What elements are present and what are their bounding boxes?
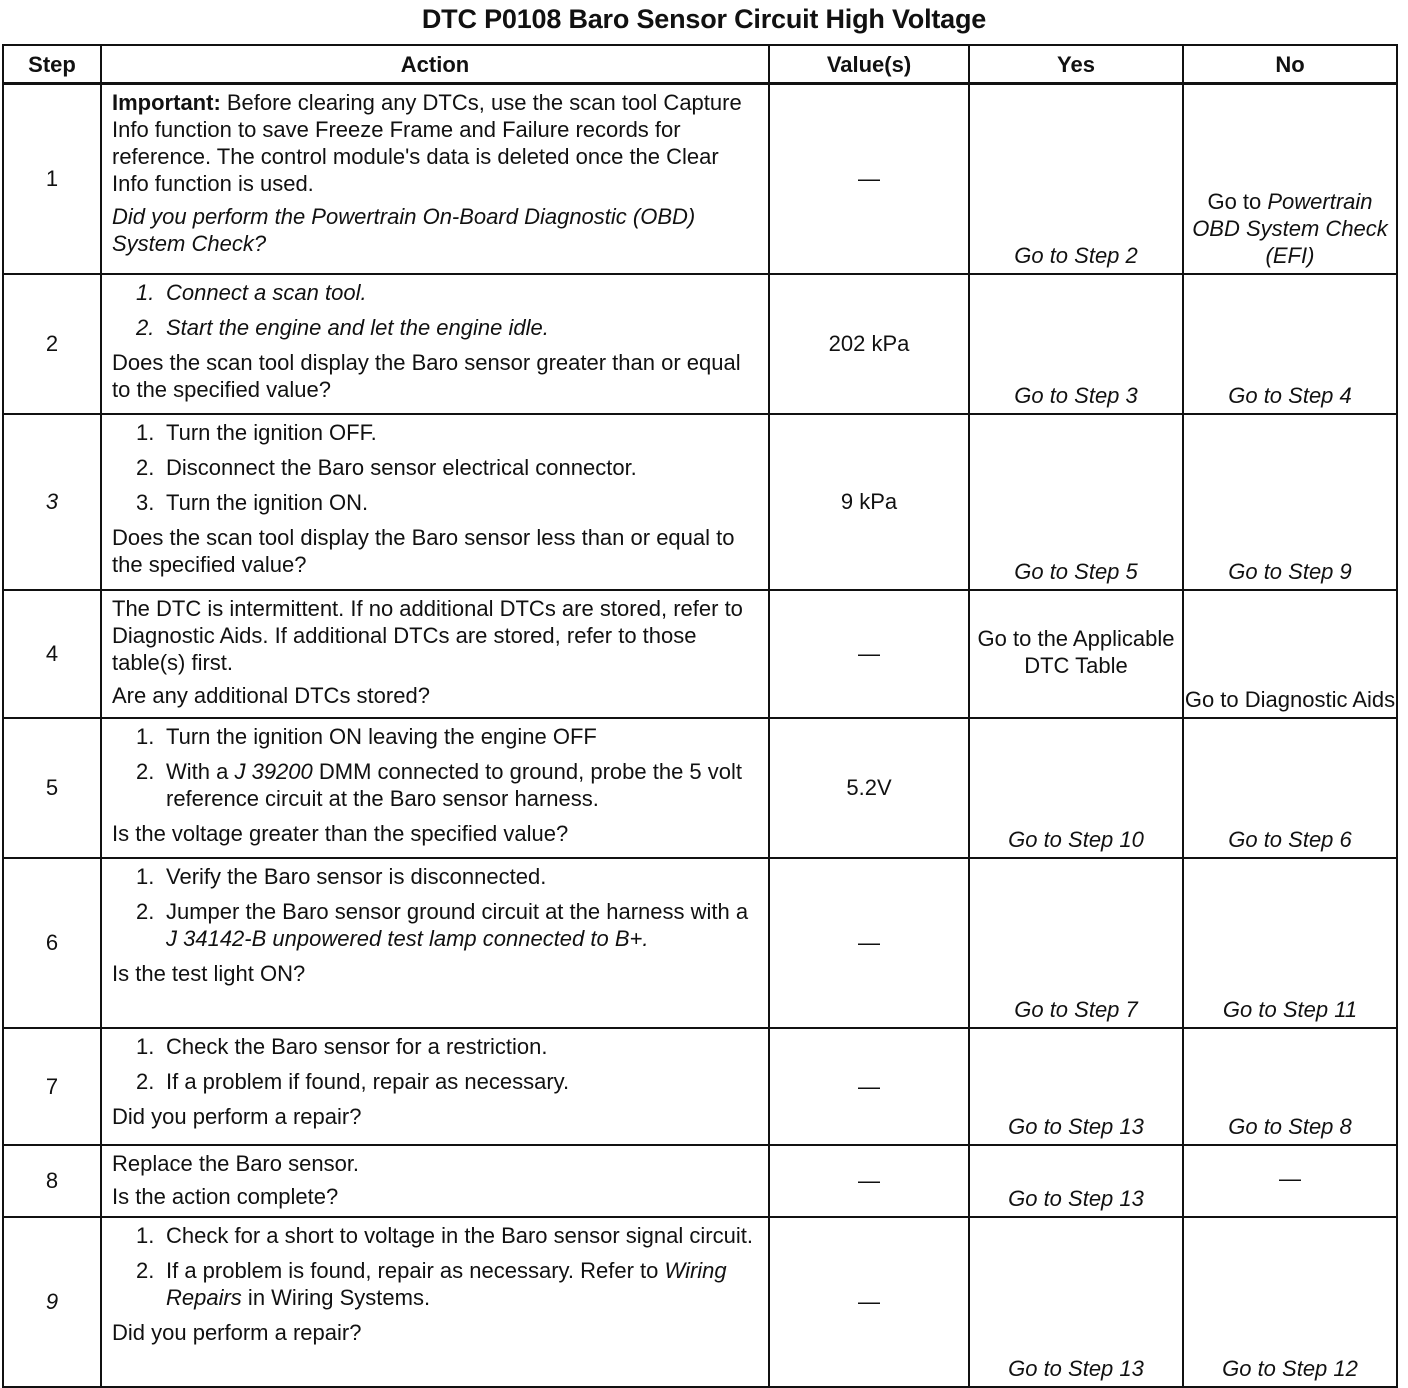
- table-row: [3, 718, 1397, 858]
- value-cell: —: [769, 84, 969, 274]
- note: Replace the Baro sensor.: [112, 1150, 360, 1176]
- step-number: 9: [3, 1217, 101, 1387]
- list-item: 2. If a problem is found, repair as necessary. Refer to Wiring Repairs in Wiring Systems.: [136, 1257, 727, 1310]
- list-item: 1. Check the Baro sensor for a restriction.: [136, 1033, 548, 1059]
- question: Are any additional DTCs stored?: [112, 682, 430, 708]
- action-cell: [101, 1217, 769, 1387]
- question: Did you perform a repair?: [112, 1319, 362, 1345]
- value-cell: —: [769, 1145, 969, 1217]
- yes-link[interactable]: Go to Step 13: [969, 1145, 1183, 1217]
- no-link[interactable]: Go to Diagnostic Aids: [1183, 590, 1397, 718]
- question: Does the scan tool display the Baro sensor greater than or equal to the specified value?: [112, 349, 741, 402]
- procedure-list: [112, 1222, 758, 1311]
- table-row: [3, 414, 1397, 590]
- list-item: 1. Turn the ignition OFF.: [136, 419, 377, 445]
- list-item: 1. Verify the Baro sensor is disconnected.: [136, 863, 547, 889]
- header-row: [3, 45, 1397, 84]
- diagnostic-table: [2, 44, 1398, 1388]
- list-item: 2. If a problem if found, repair as necessary.: [136, 1068, 570, 1094]
- action-cell: [101, 590, 769, 718]
- list-item: 1. Connect a scan tool.: [136, 279, 367, 305]
- action-cell: [101, 718, 769, 858]
- table-row: [3, 590, 1397, 718]
- value-cell: —: [769, 590, 969, 718]
- step-number: 4: [3, 590, 101, 718]
- value-cell: 9 kPa: [769, 414, 969, 590]
- action-cell: [101, 1145, 769, 1217]
- note: The DTC is intermittent. If no additional DTCs are stored, refer to Diagnostic Aids. If additional DTCs are stored, refer to those table(s) first.: [112, 595, 743, 675]
- header-step: Step: [3, 45, 101, 84]
- step-number: 5: [3, 718, 101, 858]
- value-cell: —: [769, 1028, 969, 1145]
- list-item: 2. Start the engine and let the engine idle.: [136, 314, 549, 340]
- yes-link[interactable]: Go to Step 5: [969, 414, 1183, 590]
- table-row: [3, 1028, 1397, 1145]
- yes-link[interactable]: Go to Step 7: [969, 858, 1183, 1028]
- list-item: 2. Jumper the Baro sensor ground circuit at the harness with a J 34142-B unpowered test lamp connected to B+.: [136, 898, 749, 951]
- yes-link[interactable]: Go to Step 2: [969, 84, 1183, 274]
- header-yes: Yes: [969, 45, 1183, 84]
- question: Did you perform the Powertrain On-Board Diagnostic (OBD) System Check?: [112, 204, 696, 256]
- question: Did you perform a repair?: [112, 1103, 362, 1129]
- table-row: [3, 274, 1397, 414]
- question: Is the action complete?: [112, 1183, 339, 1209]
- step-number: 7: [3, 1028, 101, 1145]
- yes-link[interactable]: Go to Step 3: [969, 274, 1183, 414]
- value-cell: 202 kPa: [769, 274, 969, 414]
- header-no: No: [1183, 45, 1397, 84]
- value-cell: —: [769, 1217, 969, 1387]
- no-link[interactable]: Go to Step 8: [1183, 1028, 1397, 1145]
- yes-link[interactable]: Go to Step 13: [969, 1217, 1183, 1387]
- no-link[interactable]: Go to Step 9: [1183, 414, 1397, 590]
- step-number: 2: [3, 274, 101, 414]
- action-cell: [101, 274, 769, 414]
- action-cell: [101, 414, 769, 590]
- value-cell: 5.2V: [769, 718, 969, 858]
- page-title: DTC P0108 Baro Sensor Circuit High Voltage: [421, 4, 987, 34]
- question: Does the scan tool display the Baro sensor less than or equal to the specified value?: [112, 524, 735, 577]
- step-number: 1: [3, 84, 101, 274]
- no-link[interactable]: Go to Step 6: [1183, 718, 1397, 858]
- question: Is the voltage greater than the specified value?: [112, 820, 569, 846]
- header-values: Value(s): [769, 45, 969, 84]
- table-row: [3, 84, 1397, 274]
- header-action: Action: [101, 45, 769, 84]
- list-item: 3. Turn the ignition ON.: [136, 489, 369, 515]
- action-cell: [101, 858, 769, 1028]
- yes-link[interactable]: Go to the Applicable DTC Table: [969, 590, 1183, 718]
- list-item: 2. Disconnect the Baro sensor electrical connector.: [136, 454, 637, 480]
- yes-link[interactable]: Go to Step 13: [969, 1028, 1183, 1145]
- no-link: —: [1183, 1145, 1397, 1217]
- important-note: Important: Before clearing any DTCs, use the scan tool Capture Info function to save Freeze Frame and Failure records for reference. The control module's data is deleted once the Clear Info function is used.: [112, 90, 742, 196]
- procedure-list: [112, 723, 758, 812]
- table-row: [3, 1145, 1397, 1217]
- question: Is the test light ON?: [112, 960, 306, 986]
- list-item: 1. Check for a short to voltage in the Baro sensor signal circuit.: [136, 1222, 753, 1248]
- procedure-list: [112, 279, 758, 341]
- no-link[interactable]: Go to Step 4: [1183, 274, 1397, 414]
- action-cell: [101, 1028, 769, 1145]
- table-row: [3, 1217, 1397, 1387]
- list-item: 2. With a J 39200 DMM connected to ground, probe the 5 volt reference circuit at the Baro sensor harness.: [136, 758, 743, 811]
- step-number: 8: [3, 1145, 101, 1217]
- no-link[interactable]: Go to Step 12: [1183, 1217, 1397, 1387]
- step-number: 6: [3, 858, 101, 1028]
- no-link[interactable]: Go to Step 11: [1183, 858, 1397, 1028]
- procedure-list: [112, 1033, 758, 1095]
- step-number: 3: [3, 414, 101, 590]
- no-link[interactable]: Go to Powertrain OBD System Check (EFI): [1183, 84, 1397, 274]
- action-cell: [101, 84, 769, 274]
- procedure-list: [112, 863, 758, 952]
- table-row: [3, 858, 1397, 1028]
- procedure-list: [112, 419, 758, 516]
- yes-link[interactable]: Go to Step 10: [969, 718, 1183, 858]
- value-cell: —: [769, 858, 969, 1028]
- list-item: 1. Turn the ignition ON leaving the engine OFF: [136, 723, 597, 749]
